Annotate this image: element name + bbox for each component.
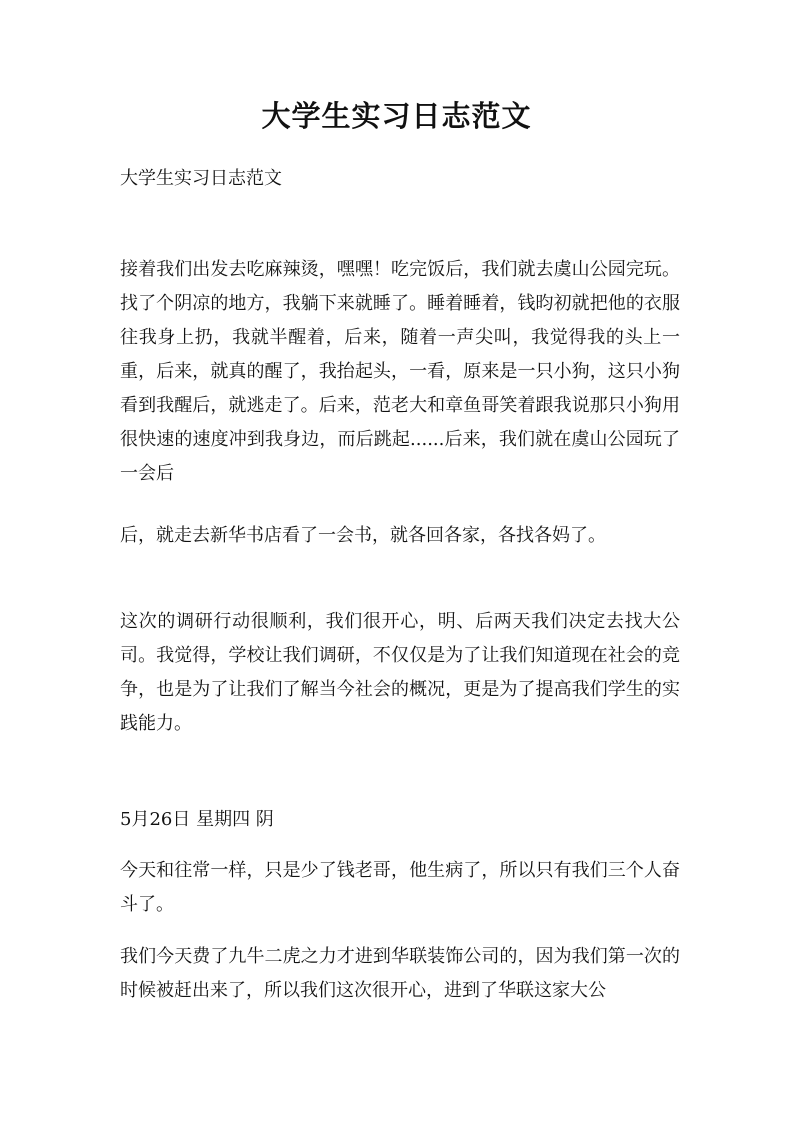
journal-date-heading: 5月26日 星期四 阴 [120,809,274,830]
document-subtitle: 大学生实习日志范文 [120,168,282,189]
paragraph-research-reflection: 这次的调研行动很顺利，我们很开心，明、后两天我们决定去找大公司。我觉得，学校让我们调研，不仅仅是为了让我们知道现在社会的竞争，也是为了让我们了解当今社会的概况，更是为了提高我们学生的实践能力。 [120,611,680,734]
paragraph-hualian-company: 我们今天费了九牛二虎之力才进到华联装饰公司的，因为我们第一次的时候被赶出来了，所以我们这次很开心，进到了华联这家大公 [120,946,680,1001]
paragraph-park-visit: 接着我们出发去吃麻辣烫，嘿嘿！吃完饭后，我们就去虞山公园完玩。找了个阴凉的地方，我躺下来就睡了。睡着睡着，钱昀初就把他的衣服往我身上扔，我就半醒着，后来，随着一声尖叫，我觉得我的头上一重，后来，就真的醒了，我抬起头，一看，原来是一只小狗，这只小狗看到我醒后，就逃走了。后来，范老大和章鱼哥笑着跟我说那只小狗用很快速的速度冲到我身边，而后跳起......后来，我们就在虞山公园玩了一会后 [120,259,680,484]
document-title: 大学生实习日志范文 [261,99,532,133]
paragraph-today: 今天和往常一样，只是少了钱老哥，他生病了，所以只有我们三个人奋斗了。 [120,860,680,915]
paragraph-bookstore: 后，就走去新华书店看了一会书，就各回各家，各找各妈了。 [120,525,606,546]
